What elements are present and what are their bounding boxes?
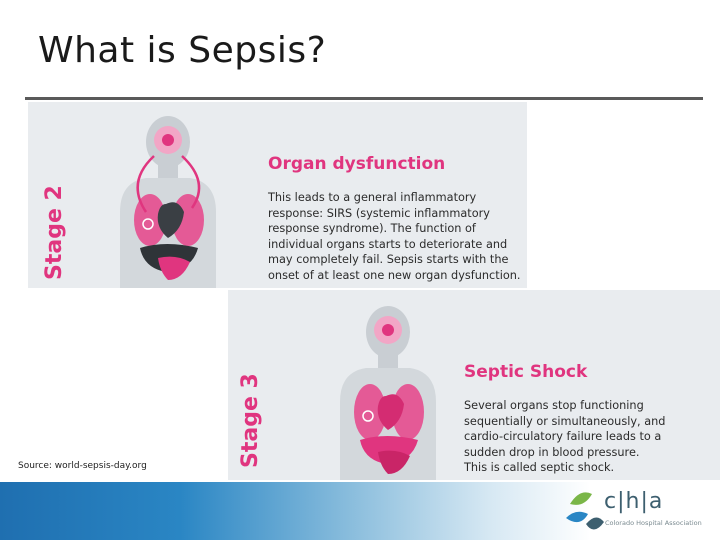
body-septic-shock-illustration xyxy=(326,302,456,480)
source-citation: Source: world-sepsis-day.org xyxy=(18,461,147,471)
stage3-line: Several organs stop functioning xyxy=(464,399,644,412)
stage2-line: may completely fail. Sepsis starts with the xyxy=(268,253,509,266)
stage2-line: individual organs starts to deteriorate and xyxy=(268,237,508,251)
slide-title: What is Sepsis? xyxy=(38,30,327,71)
stage2-panel xyxy=(28,102,527,288)
stage2-line: response: SIRS (systemic inflammatory xyxy=(268,206,490,220)
stage2-line: This leads to a general inflammatory xyxy=(268,191,477,204)
cha-logo-text: c|h|a xyxy=(604,489,664,514)
stage3-panel xyxy=(228,290,720,480)
title-divider xyxy=(25,97,703,100)
stage3-line: sequentially or simultaneously, and xyxy=(464,414,666,428)
stage2-line: onset of at least one new organ dysfunction. xyxy=(268,268,521,282)
stage3-heading: Septic Shock xyxy=(464,362,588,382)
stage3-line: sudden drop in blood pressure. xyxy=(464,445,640,459)
stage3-description xyxy=(464,398,714,476)
stage2-line: response syndrome). The function of xyxy=(268,222,476,235)
stage2-label: Stage 2 xyxy=(42,185,67,280)
stage3-line: This is called septic shock. xyxy=(464,461,615,474)
stage3-label: Stage 3 xyxy=(238,373,263,468)
cha-logo-subtitle: Colorado Hospital Association xyxy=(605,519,702,527)
stage3-line: cardio-circulatory failure leads to a xyxy=(464,430,662,443)
stage2-description xyxy=(268,190,523,283)
stage2-heading: Organ dysfunction xyxy=(268,154,446,174)
body-organ-dysfunction-illustration xyxy=(106,112,236,288)
